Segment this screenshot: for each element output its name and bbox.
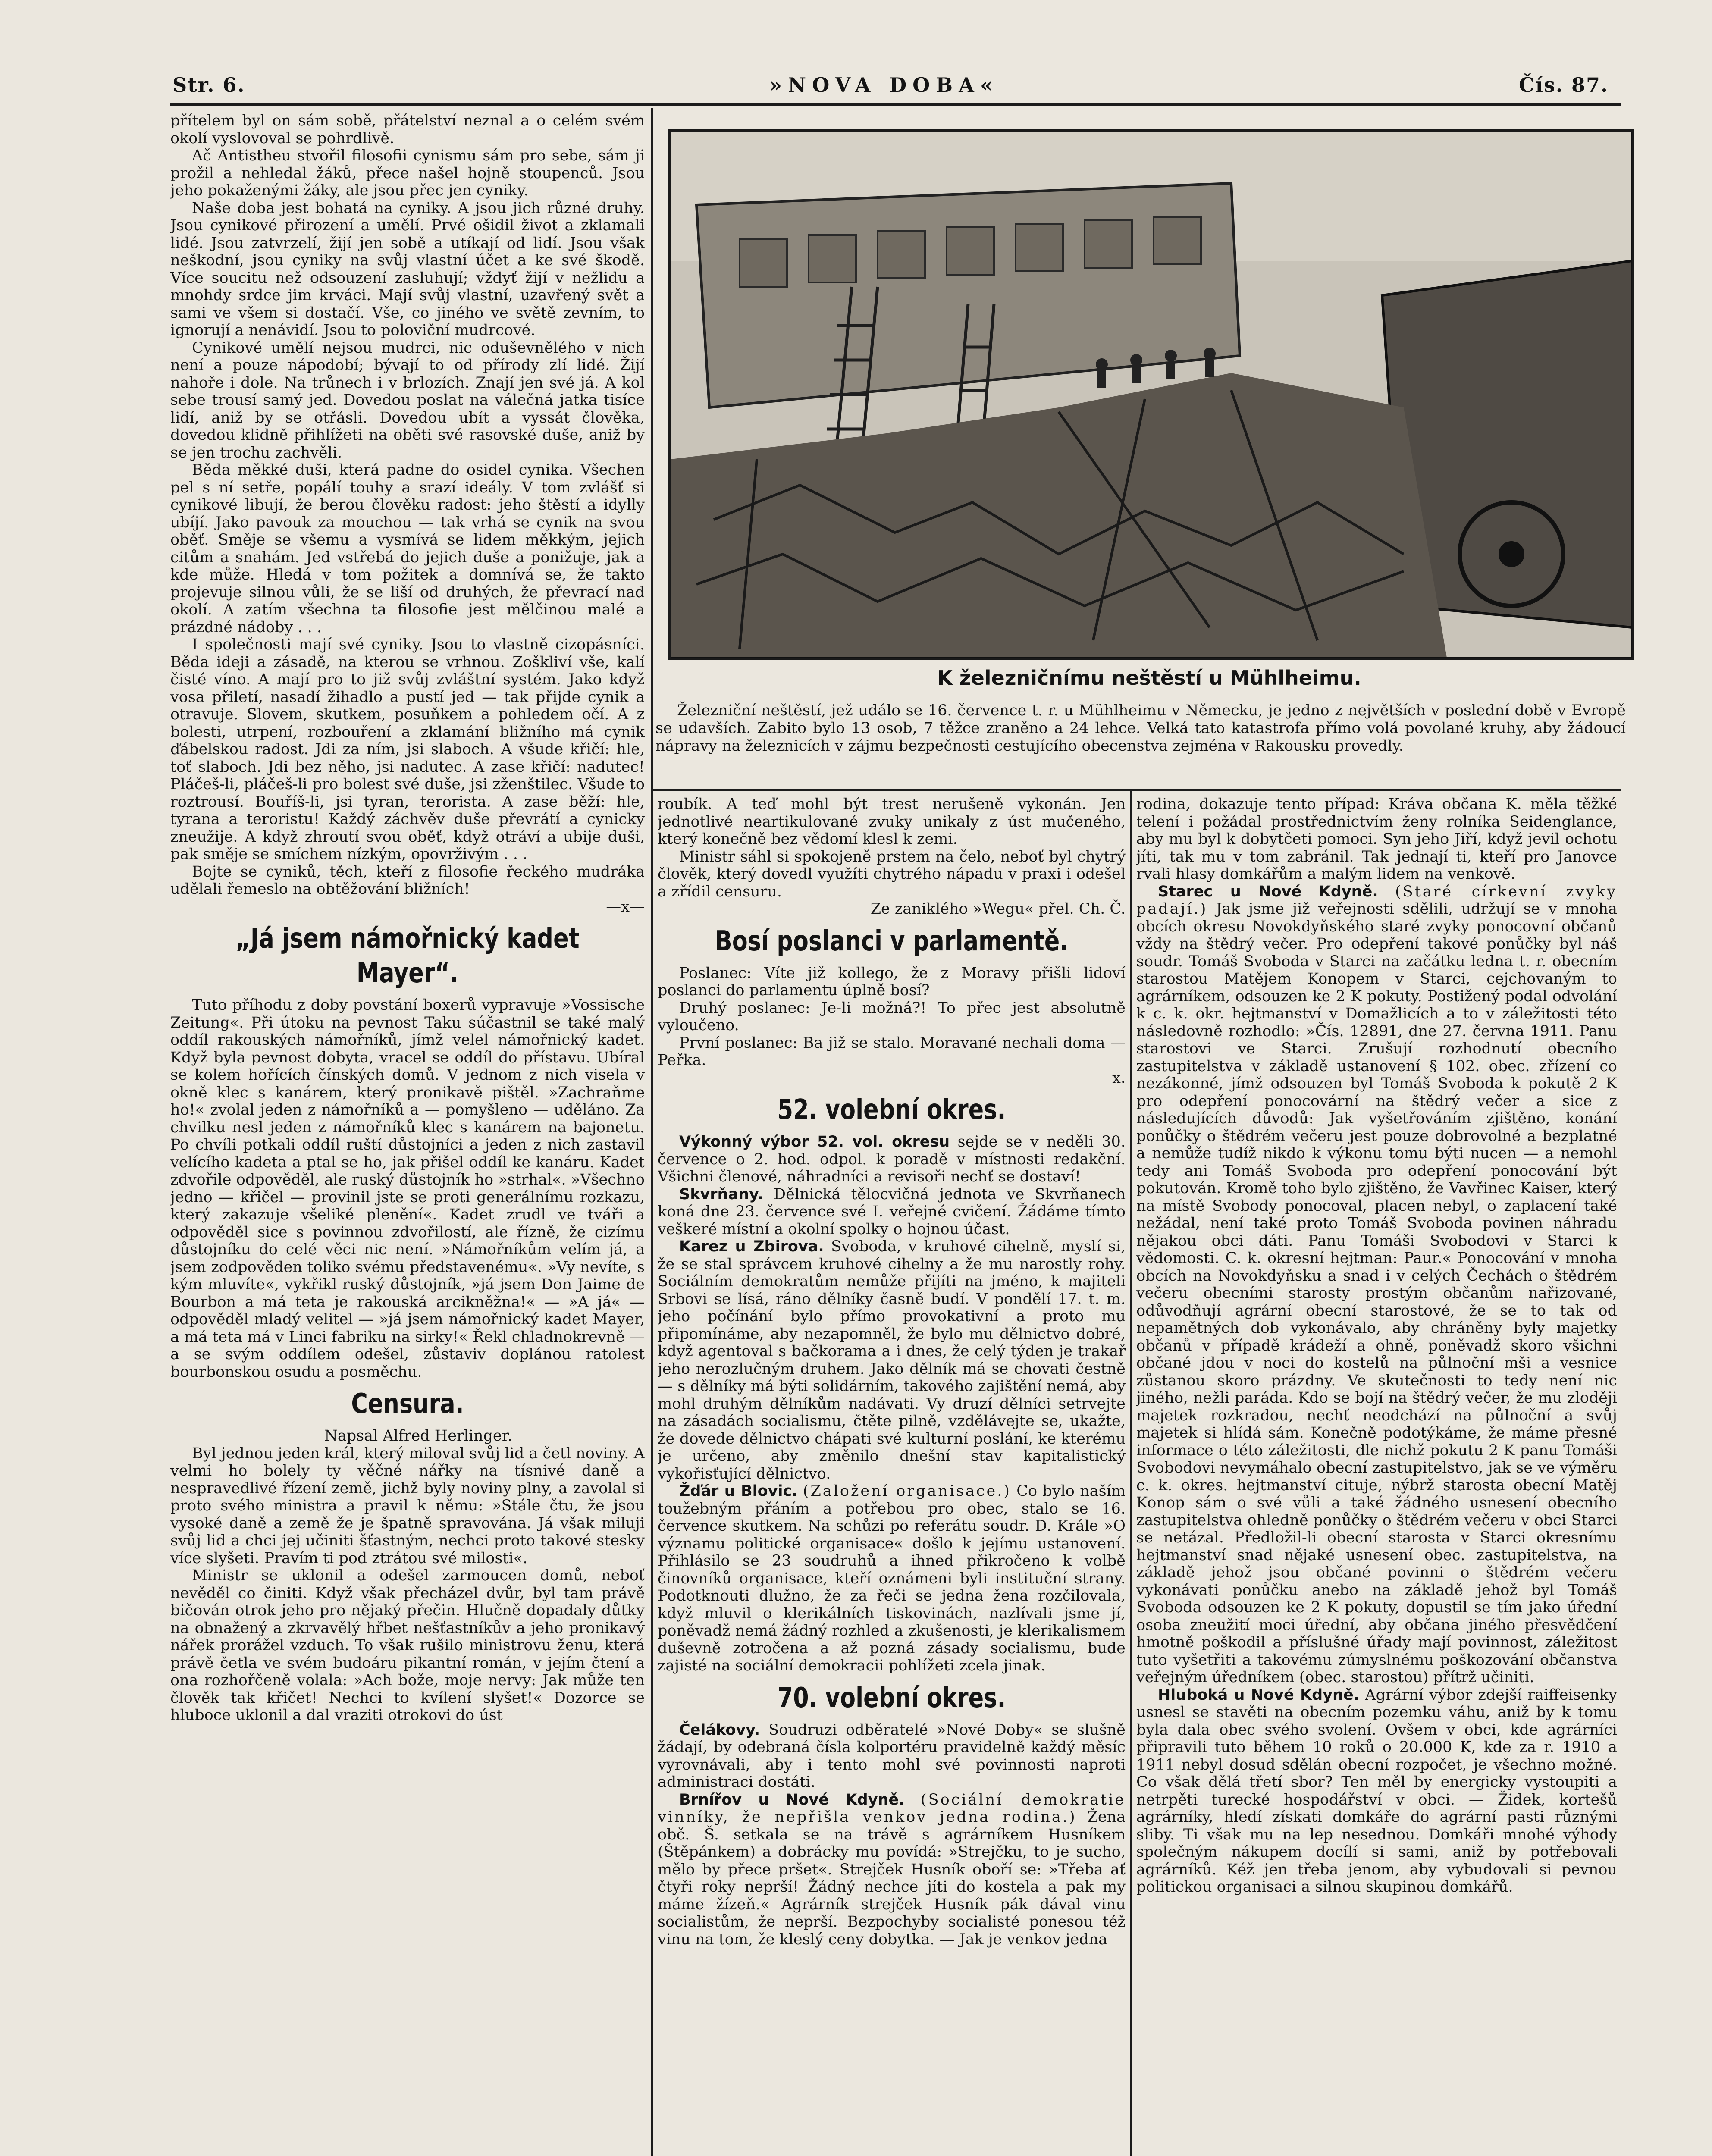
photo-caption-text: Železniční neštěstí, jež událo se 16. července t. r. u Mühlheimu v Německu, je jedno z největších v poslední době v Evropě se udavších. Zabito bylo 13 osob, 7 těžce zraněno a 24 lehce. Velká tato katastrofa přímo volá povolané kruhy, aby žádoucí nápravy na železnicích v zájmu bezpečnosti cestujícího obecenstva zejména v Rakousku provedly. <box>655 702 1626 755</box>
item-heading: Čelákovy. <box>679 1721 760 1739</box>
photo-caption <box>655 702 1626 755</box>
column-1 <box>170 112 645 2156</box>
item-heading: Karez u Zbirova. <box>679 1238 824 1255</box>
news-item <box>658 1133 1126 1186</box>
item-subtitle: (Sociální demokratie vinníky, že nepřišla venkov jedna rodina.) <box>658 1791 1126 1826</box>
article-headline: „Já jsem námořnický kadet Mayer“. <box>235 923 580 989</box>
item-heading: Starec u Nové Kdyně. <box>1158 883 1378 900</box>
item-heading: Brnířov u Nové Kdyně. <box>679 1791 905 1808</box>
news-item <box>658 1721 1126 1791</box>
dialogue-line: První poslanec: Ba již se stalo. Moravané nechali doma — Peřka. <box>658 1034 1126 1069</box>
item-subtitle: (Staré církevní zvyky padají.) <box>1136 883 1617 918</box>
news-item <box>658 1482 1126 1675</box>
section-headline: 52. volební okres. <box>777 1094 1006 1126</box>
paragraph: Ministr sáhl si spokojeně prstem na čelo, neboť byl chytrý člověk, který dovedl využíti chytrého nápadu v praxi i odešel a zřídil censuru. <box>658 848 1126 900</box>
dialogue-line: Poslanec: Víte již kollego, že z Moravy přišli lidoví poslanci do parlamentu úplně bosí? <box>658 964 1126 999</box>
item-heading: Hluboká u Nové Kdyně. <box>1158 1686 1359 1704</box>
paragraph: Byl jednou jeden král, který miloval svůj lid a četl noviny. A velmi ho bolely ty věčné nářky na tísnivé daně a nespravedlivé řízení země, jichž byly noviny plny, a zavolal si proto svého ministra a pravil k němu: »Stále čtu, že jsou vysoké daně a země že je špatně spravována. Já však miluji svůj lid a chci jej učiniti šťastným, nechci proto takové stesky více slyšeti. Pravím ti pod ztrátou své milosti«. <box>170 1445 645 1567</box>
paragraph: Bojte se cyniků, těch, kteří z filosofie řeckého mudráka udělali řemeslo na obtěžování bližních! <box>170 863 645 898</box>
paragraph: roubík. A teď mohl být trest nerušeně vykonán. Jen jednotlivé neartikulované zvuky unikaly z úst mučeného, který konečně bez vědomí klesl k zemi. <box>658 796 1126 848</box>
section-headline: 70. volební okres. <box>777 1682 1006 1714</box>
news-item <box>1136 883 1617 1686</box>
item-heading: Skvrňany. <box>679 1185 763 1203</box>
paragraph: Naše doba jest bohatá na cyniky. A jsou jich různé druhy. Jsou cynikové přirození a umělí. Prvé ošidil život a zklamali lidé. Jsou zatvrzelí, žijí jen sobě a utíkají od lidí. Jsou však neškodní, jsou cyniky na svůj vlastní účet a ke své škodě. Více soucitu než odsouzení zasluhují; vždyť žijí v nežlidu a mnohdy srdce jim krváci. Mají svůj vlastní, uzavřený svět a sami ve všem si dostačí. Vše, co jiného ve světě zevním, to ignorují a nenávidí. Jsou to poloviční mudrcové. <box>170 199 645 339</box>
item-text: Žena obč. Š. setkala se na trávě s agrárníkem Husníkem (Štěpánkem) a dobrácky mu povídá: »Strejčku, to je sucho, mělo by přece pršet«. Strejček Husník oboří se: »Třeba ať čtyři roky neprší! Žádný nechce jíti do kostela a pak my máme žízeň.« Agrárník strejček Husník pák dával vinu socialistům, že neprší. Bezpochyby socialisté ponesou též vinu na tom, že kleslý ceny dobytka. — Jak je venkov jedna <box>658 1808 1126 1948</box>
news-item <box>1136 1686 1617 1896</box>
train-wreck-photo <box>668 129 1634 660</box>
item-heading: Žďár u Blovic. <box>679 1482 798 1500</box>
signature: —x— <box>606 898 645 915</box>
issue-number: Čís. 87. <box>1518 73 1609 97</box>
train-wreck-illustration <box>671 132 1632 658</box>
paragraph: přítelem byl on sám sobě, přátelství neznal a o celém svém okolí vyslovoval se pohrdlivě. <box>170 112 645 147</box>
news-item <box>658 1238 1126 1482</box>
article-headline: Censura. <box>351 1388 464 1420</box>
news-item <box>658 1791 1126 1949</box>
paragraph: Ač Antistheu stvořil filosofii cynismu sám pro sebe, sám ji prožil a nehledal žáků, přece našel hojně stoupenců. Jsou jeho pokaženými žáky, ale jsou přec jen cyniky. <box>170 147 645 199</box>
column-divider <box>651 108 653 2156</box>
item-text: Agrární výbor zdejší raiffeisenky usnesl se stavěti na obecním pozemku váhu, aniž by k tomu byla dala obec svého svolení. Ovšem v obci, kde agrárníci připravili tuto během 10 roků o 20.000 K, kde za r. 1910 a 1911 nebyl dosud sdělán obecní rozpočet, je všechno možné. Co však dělá třetí sbor? Ten měl by energicky vystoupiti a netrpěti turecké hospodářství v obci. — Židek, kortešů agrárníky, hledí získati domkáře do agrární pasti různými sliby. Ti však mu na lep nesednou. Domkáři mnohé výhody společným nákupem docílí si sami, aniž by potřebovali agrárníků. Kéž jen třeba jenom, aby vybudovali si pevnou politickou organisaci a silnou skupinou domkářů. <box>1136 1686 1617 1896</box>
item-text: Jak jsme již veřejnosti sdělili, udržují se v mnoha obcích okresu Novokdyňského staré zvyky ponocovní občanů vždy na štědrý večer. Pro odepření takové ponůčky byl náš soudr. Tomáš Svoboda v Starci na začátku ledna t. r. obecním starostou Matějem Konopem v Starci, cejchovaným to agrárníkem, odsouzen ke 2 K pokuty. Postižený podal odvolání k c. k. okr. hejtmanství v Domažlicích a to v záležitosti této následovně rozhodlo: »Čís. 12891, dne 27. června 1911. Panu starostovi ve Starci. Zrušují rozhodnutí obecního zastupitelstva v základě ustanovení § 102. obec. zřízení co nezákonné, jímž odsouzen byl Tomáš Svoboda k pokutě 2 K pro odepření ponocovární na štědrý večer a sice z následujících důvodů: Jak vyšetřováním zjištěno, konání ponůčky o štědrém večeru jest pouze dobrovolné a bezplatné a nemůže tudíž nikdo k výkonu tomu býti nucen — a nemohl tedy ani Tomáš Svoboda pro odepření ponocování být pokutován. Kromě toho bylo zjištěno, že Vavřinec Kaiser, který na místě Svobody ponocoval, placen nebyl, o zaplacení také nežádal, není také proto Tomáš Svoboda povinen náhradu nějakou obci dáti. Panu Tomáši Svobodovi v Starci k vědomosti. C. k. okresní hejtman: Paur.« Ponocování v mnoha obcích na Novokdyňsku a snad i v celých Čechách o štědrém večeru obecními starosty prostým občanům nařizované, odůvodňují agrární obecní starostové, že se to tak od nepamětných dob vykonávalo, aby chráněny byly majetky občanů v případě krádeží a ohně, poněvadž skoro všichni občané jdou v noci do kostelů na půlnoční mši a vesnice zůstanou skoro prázdny. Ve skutečnosti to tedy není nic jiného, nežli paráda. Kdo se bojí na štědrý večer, že mu zloději majetek rozkradou, nechť neodchází na půlnoční a svůj majetek si hlídá sám. Konečně podotýkáme, že máme přesné informace o této záležitosti, dle nichž pokutu 2 K panu Tomáši Svobodovi nevymáhalo obecní zastupitelstvo, jak se ve výměru c. k. okres. hejtmanství cituje, nýbrž starosta obecní Matěj Konop sám o své vůli a také žádného usnesení obecního zastupitelstva ohledně ponůčky o štědrém večeru v obci Starci se netázal. Předložil-li obecní starosta v Starci okresnímu hejtmanství snad nějaké usnesení obec. zastupitelstva, na základě jehož jsou občané povinni o štědrém večeru vykonávati ponůčku anebo na základě jehož byl Tomáš Svoboda odsouzen ke 2 K pokuty, dopustil se tím jako úřední osoba zneužití moci úřední, aby občana jiného přesvědčení hmotně poškodil a příslušné úřady mají povinnost, záležitost tuto vyšetřiti a takovému zúmyslnému poškozování občanstva veřejným úředníkem (obec. starostou) přítrž učiniti. <box>1136 900 1617 1686</box>
page-number: Str. 6. <box>172 73 245 97</box>
paragraph: Cynikové umělí nejsou mudrci, nic oduševnělého v nich není a pouze nápodobí; bývají to od přírody zlí lidé. Žijí nahoře i dole. Na trůnech i v brlozích. Znají jen své já. A kol sebe trousí samý jed. Dovedou poslat na válečná jatka tisíce lidí, aniž by se otřásli. Dovedou ubít a vyssát člověka, dovedou klidně přihlížeti na oběti své rasovské duše, aniž by se jen trochu zachvěli. <box>170 339 645 461</box>
paragraph: Ministr se uklonil a odešel zarmoucen domů, neboť nevěděl co činiti. Když však přecházel dvůr, byl tam právě bičován otrok jeho pro nějaký přečin. Hlučně dopadaly důtky na obnažený a zkrvavělý hřbet nešťastníkův a jeho pronikavý nářek prorážel vzduch. To však rušilo ministrovu ženu, která právě četla ve svém budoáru pikantní román, v jejím čtení a ona rozhořčeně volala: »Ach bože, moje nervy: Jak může ten člověk tak křičet! Nechci to kvílení slyšet!« Dozorce se hluboce uklonil a dal vraziti otrokovi do úst <box>170 1567 645 1724</box>
dialogue-line: Druhý poslanec: Je-li možná?! To přec jest absolutně vyloučeno. <box>658 999 1126 1034</box>
newspaper-title: »NOVA DOBA« <box>769 73 999 97</box>
item-text: Dělnická tělocvičná jednota ve Skvrňanech koná dne 23. července své I. veřejné cvičení. Žádáme tímto veškeré místní a okolní spolky o hojnou účast. <box>658 1185 1126 1238</box>
item-subtitle: (Založení organisace.) <box>803 1482 1011 1500</box>
header-rule <box>170 103 1621 106</box>
paragraph: Běda měkké duši, která padne do osidel cynika. Všechen pel s ní setře, popálí touhy a srazí ideály. V tom zvlášť si cynikové libují, že berou člověku radost: jeho štěstí a idylly ubíjí. Jako pavouk za mouchou — tak vrhá se cynik na svou oběť. Směje se všemu a vysmívá se lidem měkkým, jejich citům a snahám. Jed vstřebá do jejich duše a ponižuje, jak a kde může. Hledá v tom požitek a domnívá se, že takto projevuje silnou vůli, že se liší od druhých, že převrací nad okolí. A zatím všechna ta filosofie jest mělčinou malé a prázdné nádoby . . . <box>170 461 645 636</box>
item-text: Soudruzi odběratelé »Nové Doby« se slušně žádají, by odebraná čísla kolportéru pravidelně každý měsíc vyrovnávali, aby i tento mohl své povinnosti naproti administraci dostáti. <box>658 1721 1126 1791</box>
item-heading: Výkonný výbor 52. vol. okresu <box>679 1133 950 1150</box>
item-text: Svoboda, v kruhové cihelně, myslí si, že se stal správcem kruhové cihelny a že mu narostly rohy. Sociálním demokratům nemůže přijíti na jméno, k majiteli Srbovi se lísá, ráno dělníky časně budí. V pondělí 17. t. m. jeho počínání bylo přímo provokativní a proto mu připomínáme, aby nezapomněl, že bylo mu dělnictvo dobré, když agentoval s bačkorama a i dnes, že celý týden je trakař jeho nerozlučným druhem. Jako dělník má se chovati čestně — s dělníky má býti solidárním, takového zajištění nemá, aby mohl druhým dělníkům nadávati. Vy druzí dělníci setrvejte na zásadách socialismu, čtěte pilně, vzdělávejte se, ukažte, že dovede dělnictvo chápati své kulturní poslání, ke kterému je určeno, aby změnilo dnešní stav kapitalistický vykořisťující dělnictvo. <box>658 1238 1126 1482</box>
paragraph: I společnosti mají své cyniky. Jsou to vlastně cizopásníci. Běda ideji a zásadě, na kterou se vrhnou. Zoškliví vše, kalí čisté víno. A mají pro to již svůj zvláštní systém. Jako když vosa přiletí, nasadí žihadlo a pustí jed — tak přijde cynik a otravuje. Slovem, skutkem, posuňkem a pohledem očí. A z bolesti, utrpení, rozbouření a zklamání bližního má cynik ďábelskou radost. Jdi za ním, jsi slaboch. A všude křičí: hle, toť slaboch. Jdi bez něho, jsi nadutec. A zase křičí: nadutec! Pláčeš-li, pláčeš-li pro bolest své duše, jsi zženštilec. Všude to roztrousí. Bouříš-li, jsi tyran, terorista. A zase běží: hle, tyrana a teroristu! Každý záchvěv duše převrátí a cynicky zneužije. A když zhroutí svou oběť, když otráví a ubije duši, pak směje se smíchem nízkým, opovrživým . . . <box>170 636 645 863</box>
column-2 <box>658 796 1126 2156</box>
paragraph: Tuto příhodu z doby povstání boxerů vypravuje »Vossische Zeitung«. Při útoku na pevnost Taku súčastnil se také malý oddíl rakouských námořníků, jímž velel námořnický kadet. Když byla pevnost dobyta, vracel se oddíl do přístavu. Ubíral se kolem hořících čínských domů. V jednom z nich visela v okně klec s kanárem, který pronikavě pištěl. »Zachraňme ho!« zvolal jeden z námořníků a — pomyšleno — uděláno. Za chvilku nesl jeden z námořníků klec s kanárem na bajonetu. Po chvíli potkali oddíl ruští důstojníci a jeden z nich zastavil velícího kadeta a ptal se ho, jak přišel oddíl ke kanáru. Kadet zdvořile odpověděl, ale ruský důstojník ho »strhal«. »Všechno jedno — křičel — provinil jste se proti generálnímu rozkazu, který zakazuje všeliké plenění«. Kadet zrudl ve tváři a odpověděl sice s povinnou zdvořilostí, ale řízně, že cizímu důstojníku do celé věci nic není. »Námořníkům velím já, a jsem zodpověden toliko svému představenému«. »Vy nevíte, s kým mluvíte«, vykřikl ruský důstojník, »já jsem Don Jaime de Bourbon a má teta je rakouská arcikněžna!« — »A já« — odpověděl mladý velitel — »já jsem námořnický kadet Mayer, a má teta má v Linci fabriku na sirky!« Řekl chladnokrevně — a se svým oddílem odešel, zůstaviv doplánou ratolest bourbonskou osudu a posměchu. <box>170 997 645 1381</box>
signature: x. <box>1112 1069 1126 1087</box>
column-3 <box>1136 796 1617 2156</box>
article-headline: Bosí poslanci v parlamentě. <box>715 925 1069 957</box>
translator-credit: Ze zaniklého »Wegu« přel. Ch. Č. <box>870 900 1126 918</box>
byline: Napsal Alfred Herlinger. <box>324 1427 512 1445</box>
paragraph: rodina, dokazuje tento případ: Kráva občana K. měla těžké telení i požádal prostřednictvím ženy rolníka Seidenglance, aby mu byl k dobytčeti pomoci. Syn jeho Jiří, když jevil ochotu jíti, tak mu v tom zabránil. Tak jednají ti, kteří pro Janovce rvali hlasy domkářům a malým lidem na venkově. <box>1136 796 1617 883</box>
photo-caption-title: K železničnímu neštěstí u Mühlheimu. <box>937 666 1361 689</box>
photo-caption-rule <box>653 789 1621 791</box>
item-text: Co bylo naším toužebným přáním a potřebou pro obec, stalo se 16. července skutkem. Na schůzi po referátu soudr. D. Krále »O významu politické organisace« došlo k jejímu ustanovení. Přihlásilo se 23 soudruhů a ihned přikročeno k volbě činovníků organisace, kteří oznámeni byli instituční strany. Podotknouti dlužno, že za řeči se jedna žena rozčilovala, když mluvil o klerikálních tiskovinách, nazlívali jsme jí, poněvadž nemá žádný rozhled a zkušenosti, je klerikalismem duševně zotročena a až pozná zásady socialismu, bude zajisté na sociální demokracii pohlížeti zcela jinak. <box>658 1482 1126 1674</box>
column-divider <box>1130 791 1132 2156</box>
item-text: sejde se v neděli 30. července o 2. hod. odpol. k poradě v místnosti redakční. Všichni členové, náhradníci a revisoři nechť se dostaví! <box>658 1133 1126 1185</box>
news-item <box>658 1186 1126 1238</box>
